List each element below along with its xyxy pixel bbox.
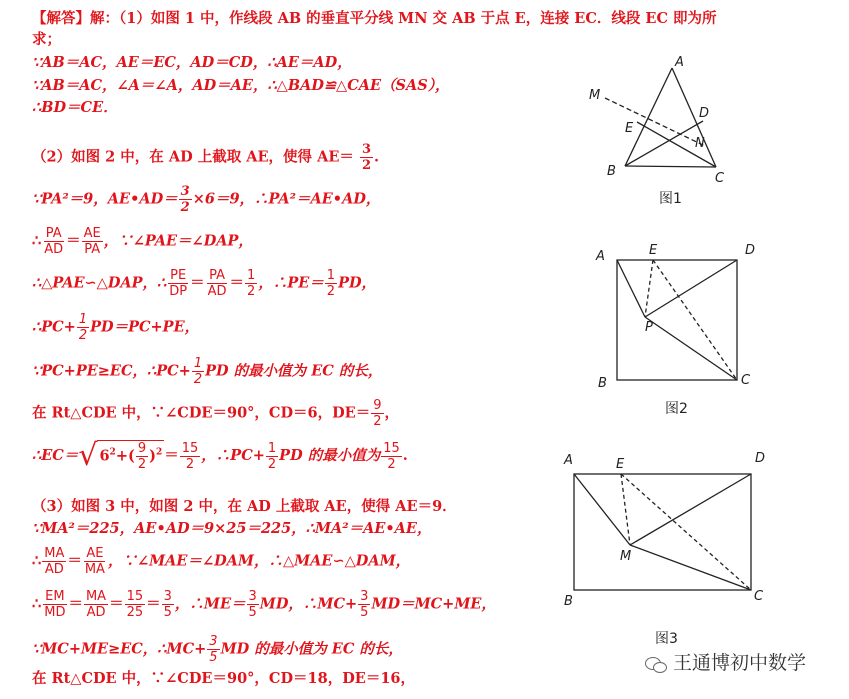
part1-intro: （1）如图 1 中，作线段 AB 的垂直平分线 MN 交 AB 于点 E，连接 EC．线段 EC 即为所 [119,10,717,27]
part3-line2: ∵MA²＝225，AE•AD＝9×25＝225，∴MA²＝AE•AE， [32,520,432,537]
fig3-label-m: M [620,549,632,564]
fig1-label-n: N [695,136,705,151]
fig2-label-c: C [741,373,751,388]
figure-3-diagram [560,448,775,613]
watermark-text: 王通博初中数学 [673,652,807,674]
fig2-label-e: E [649,243,658,258]
fig3-label-b: B [564,594,573,609]
fig1-label-a: A [675,55,684,70]
fig1-label-b: B [607,164,616,179]
fig1-label-m: M [589,88,601,103]
part3-line4: ∴ $\frac{EM}{MD}$ ＝ $\frac{MA}{AD}$ ＝ $\frac{15}{25}$ ＝ $\frac{3}{5}$ ，∴ME＝ $\frac{3}{5}$ MD，∴MC+ $\frac{3}{5}$ MD＝MC+ME， [32,589,496,620]
part2-line2: ∵PA²＝9，AE•AD＝ $\frac{3}{2}$ ×6＝9，∴PA²＝AE•AD， [32,184,381,215]
fig3-label-d: D [755,451,766,466]
part1-line1: ∵AB＝AC，AE＝EC，AD＝CD，∴AE＝AD， [32,54,352,71]
part1-intro-cont: 求； [32,31,61,48]
figure-2-diagram [590,238,765,393]
solution-header [32,10,717,28]
part2-line7: 在 Rt△CDE 中，∵∠CDE＝90°，CD＝6，DE＝ $\frac{9}{2}$ ， [32,398,400,429]
part2-line5: ∴PC+ $\frac{1}{2}$ PD＝PC+PE， [32,312,200,343]
figure-1-diagram [575,52,745,187]
part3-line5: ∵MC+ME≥EC，∴MC+ $\frac{3}{5}$ MD 的最小值为 EC 的长， [32,634,403,665]
fig3-label-a: A [564,453,573,468]
wechat-icon [645,655,667,673]
fraction: $\frac{3}{2}$ [361,142,372,173]
part3-line1: （3）如图 3 中，如图 2 中，在 AD 上截取 AE，使得 AE＝9． [32,498,457,515]
fig2-label-p: P [645,320,653,335]
part3-line6: 在 Rt△CDE 中，∵∠CDE＝90°，CD＝18，DE＝16， [32,670,416,687]
part2-line4: ∴△PAE∽△DAP，∴ $\frac{PE}{DP}$ ＝ $\frac{PA}{AD}$ ＝ $\frac{1}{2}$ ，∴PE＝ $\frac{1}{2}$ PD， [32,268,377,299]
solution-bracket: 【解答】解： [32,10,119,27]
fig1-label-d: D [699,106,710,121]
fig3-label-e: E [616,457,625,472]
fig1-label-c: C [715,171,725,186]
fig2-label-a: A [596,249,605,264]
fig2-label-b: B [598,376,607,391]
fig2-label-d: D [745,243,756,258]
part2-line1: （2）如图 2 中，在 AD 上截取 AE，使得 AE＝ $\frac{3}{2}$ . [32,142,380,173]
part3-line3: ∴ $\frac{MA}{AD}$ ＝ $\frac{AE}{MA}$ ，∵∠MAE＝∠DAM，∴△MAE∽△DAM， [32,546,411,577]
part2-line6: ∵PC+PE≥EC，∴PC+ $\frac{1}{2}$ PD 的最小值为 EC 的长， [32,356,383,387]
part2-line8: ∴EC＝√ $6^2+$( $\frac{9}{2}$ )$^2$ ＝ $\frac{15}{2}$ ，∴PC+ $\frac{1}{2}$ PD 的最小值为 $\frac{15}{2}$ . [32,438,408,473]
fig3-label-c: C [754,589,764,604]
figure-1-caption: 图1 [659,191,682,207]
part1-line2: ∵AB＝AC，∠A＝∠A，AD＝AE，∴△BAD≌△CAE（SAS）， [32,77,450,94]
fig1-label-e: E [625,121,634,136]
figure-2-caption: 图2 [665,401,688,417]
watermark [645,648,806,675]
part2-line3: ∴ $\frac{PA}{AD}$ ＝ $\frac{AE}{PA}$ ，∵∠PAE＝∠DAP， [32,226,253,257]
part1-line3: ∴BD＝CE． [32,99,118,116]
figure-3-caption: 图3 [655,631,678,647]
